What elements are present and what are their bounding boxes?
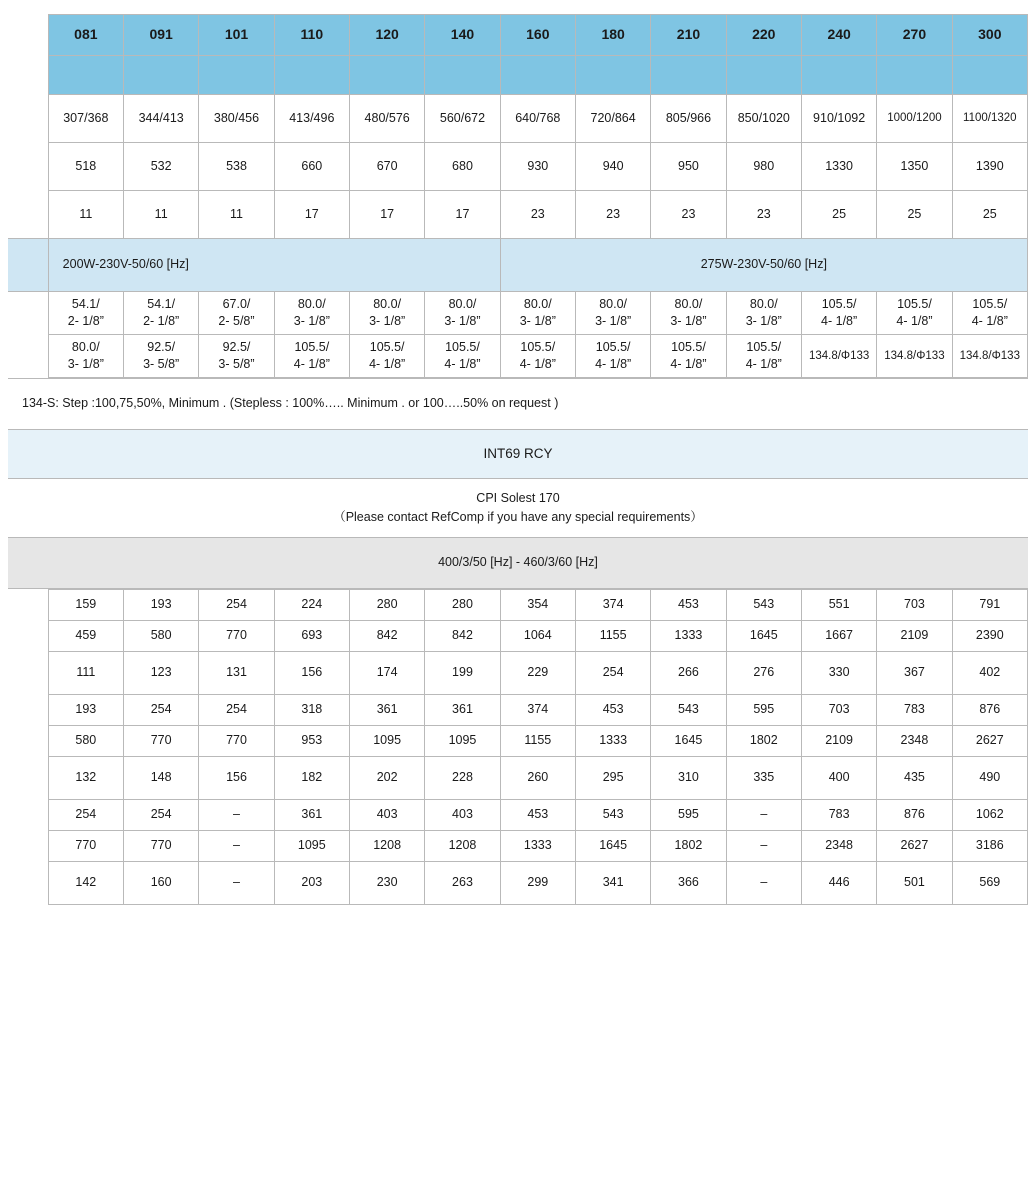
data-cell: 403 xyxy=(349,800,424,831)
data-cell: 224 xyxy=(274,590,349,621)
model-header-cell: 210 xyxy=(651,15,726,56)
blank-blue-cell xyxy=(199,56,274,95)
row-label-cell xyxy=(8,335,48,378)
data-cell: 160 xyxy=(124,862,199,905)
step-note: 134-S: Step :100,75,50%, Minimum . (Stepless : 100%….. Minimum . or 100…..50% on request ) xyxy=(8,379,1028,430)
data-cell: 1000/1200 xyxy=(877,95,952,143)
bottom-row-3 xyxy=(8,652,1028,695)
spec-table-top xyxy=(8,14,1028,378)
data-cell: 80.0/ 3- 1/8” xyxy=(48,335,123,378)
protection-module: INT69 RCY xyxy=(8,430,1028,479)
data-cell: 1333 xyxy=(651,621,726,652)
data-cell: 400 xyxy=(801,757,876,800)
data-cell: 374 xyxy=(500,695,575,726)
row-label-cell xyxy=(8,800,48,831)
data-cell: 202 xyxy=(349,757,424,800)
data-cell: 80.0/ 3- 1/8” xyxy=(726,292,801,335)
data-cell: 17 xyxy=(425,191,500,239)
data-cell: 111 xyxy=(48,652,123,695)
data-cell: 105.5/ 4- 1/8” xyxy=(575,335,650,378)
data-cell: 54.1/ 2- 1/8” xyxy=(48,292,123,335)
row-label-cell xyxy=(8,15,48,56)
model-header-cell: 270 xyxy=(877,15,952,56)
model-header-cell: 081 xyxy=(48,15,123,56)
data-cell: 403 xyxy=(425,800,500,831)
data-cell: 123 xyxy=(124,652,199,695)
model-header-cell: 300 xyxy=(952,15,1027,56)
data-cell: 156 xyxy=(274,652,349,695)
data-cell: 595 xyxy=(651,800,726,831)
blank-blue-cell xyxy=(877,56,952,95)
data-cell: 1330 xyxy=(801,143,876,191)
data-cell: 1062 xyxy=(952,800,1027,831)
model-header-cell: 160 xyxy=(500,15,575,56)
heater-band-row xyxy=(8,239,1028,292)
weight-row xyxy=(8,143,1028,191)
data-cell: 910/1092 xyxy=(801,95,876,143)
data-cell: 543 xyxy=(726,590,801,621)
data-cell: 230 xyxy=(349,862,424,905)
data-cell: 203 xyxy=(274,862,349,905)
data-cell: 435 xyxy=(877,757,952,800)
data-cell: 1095 xyxy=(349,726,424,757)
oil-note-row xyxy=(8,479,1028,538)
data-cell: 770 xyxy=(199,726,274,757)
data-cell: 1802 xyxy=(726,726,801,757)
data-cell: 280 xyxy=(425,590,500,621)
data-cell: 770 xyxy=(199,621,274,652)
data-cell: 876 xyxy=(952,695,1027,726)
data-cell: 770 xyxy=(124,726,199,757)
data-cell: 318 xyxy=(274,695,349,726)
data-cell: 229 xyxy=(500,652,575,695)
voltage-label: 400/3/50 [Hz] - 460/3/60 [Hz] xyxy=(8,538,1028,589)
row-label-cell xyxy=(8,590,48,621)
oil-note-line1: CPI Solest 170 xyxy=(476,491,560,506)
data-cell: 783 xyxy=(877,695,952,726)
row-label-cell xyxy=(8,292,48,335)
bottom-row-9 xyxy=(8,862,1028,905)
data-cell: 193 xyxy=(48,695,123,726)
data-cell: 480/576 xyxy=(349,95,424,143)
data-cell: 1645 xyxy=(651,726,726,757)
bottom-row-4 xyxy=(8,695,1028,726)
data-cell: 254 xyxy=(48,800,123,831)
blank-blue-cell xyxy=(500,56,575,95)
oil-row xyxy=(8,191,1028,239)
data-cell: 543 xyxy=(575,800,650,831)
data-cell: 413/496 xyxy=(274,95,349,143)
data-cell: 580 xyxy=(48,726,123,757)
data-cell: 1333 xyxy=(500,831,575,862)
data-cell: 142 xyxy=(48,862,123,905)
data-cell: 1064 xyxy=(500,621,575,652)
data-cell: 80.0/ 3- 1/8” xyxy=(651,292,726,335)
data-cell: 670 xyxy=(349,143,424,191)
discharge-connection-row xyxy=(8,335,1028,378)
bottom-row-8 xyxy=(8,831,1028,862)
bottom-row-6 xyxy=(8,757,1028,800)
data-cell: 67.0/ 2- 5/8” xyxy=(199,292,274,335)
data-cell: 1390 xyxy=(952,143,1027,191)
voltage-row xyxy=(8,538,1028,589)
data-cell: 680 xyxy=(425,143,500,191)
data-cell: 341 xyxy=(575,862,650,905)
data-cell: – xyxy=(199,831,274,862)
data-cell: 23 xyxy=(726,191,801,239)
data-cell: 105.5/ 4- 1/8” xyxy=(952,292,1027,335)
model-header-cell: 091 xyxy=(124,15,199,56)
data-cell: 80.0/ 3- 1/8” xyxy=(274,292,349,335)
data-cell: 105.5/ 4- 1/8” xyxy=(349,335,424,378)
data-cell: 459 xyxy=(48,621,123,652)
data-cell: 11 xyxy=(124,191,199,239)
data-cell: 940 xyxy=(575,143,650,191)
data-cell: 159 xyxy=(48,590,123,621)
data-cell: 17 xyxy=(274,191,349,239)
row-label-cell xyxy=(8,831,48,862)
data-cell: 402 xyxy=(952,652,1027,695)
data-cell: 199 xyxy=(425,652,500,695)
data-cell: 3186 xyxy=(952,831,1027,862)
data-cell: 770 xyxy=(48,831,123,862)
data-cell: 260 xyxy=(500,757,575,800)
data-cell: 1155 xyxy=(575,621,650,652)
data-cell: 105.5/ 4- 1/8” xyxy=(651,335,726,378)
oil-note xyxy=(8,479,1028,538)
row-label-cell xyxy=(8,757,48,800)
model-header-row xyxy=(8,15,1028,56)
model-header-cell: 110 xyxy=(274,15,349,56)
suction-connection-row xyxy=(8,292,1028,335)
data-cell: 2627 xyxy=(877,831,952,862)
data-cell: 25 xyxy=(952,191,1027,239)
data-cell: 660 xyxy=(274,143,349,191)
data-cell: 446 xyxy=(801,862,876,905)
data-cell: 266 xyxy=(651,652,726,695)
data-cell: 842 xyxy=(349,621,424,652)
data-cell: 105.5/ 4- 1/8” xyxy=(425,335,500,378)
data-cell: 92.5/ 3- 5/8” xyxy=(124,335,199,378)
data-cell: 1333 xyxy=(575,726,650,757)
data-cell: 595 xyxy=(726,695,801,726)
data-cell: 1095 xyxy=(274,831,349,862)
data-cell: 254 xyxy=(575,652,650,695)
row-label-cell xyxy=(8,191,48,239)
data-cell: 23 xyxy=(500,191,575,239)
data-cell: 344/413 xyxy=(124,95,199,143)
data-cell: 276 xyxy=(726,652,801,695)
data-cell: 640/768 xyxy=(500,95,575,143)
data-cell: 953 xyxy=(274,726,349,757)
data-cell: 850/1020 xyxy=(726,95,801,143)
data-cell: 105.5/ 4- 1/8” xyxy=(274,335,349,378)
bottom-row-7 xyxy=(8,800,1028,831)
row-label-cell xyxy=(8,652,48,695)
data-cell: 1667 xyxy=(801,621,876,652)
data-cell: – xyxy=(726,800,801,831)
blank-blue-cell xyxy=(651,56,726,95)
bottom-row-1 xyxy=(8,590,1028,621)
data-cell: 453 xyxy=(651,590,726,621)
data-cell: 1100/1320 xyxy=(952,95,1027,143)
data-cell: 805/966 xyxy=(651,95,726,143)
step-note-row xyxy=(8,379,1028,430)
data-cell: 80.0/ 3- 1/8” xyxy=(500,292,575,335)
data-cell: – xyxy=(199,862,274,905)
data-cell: 254 xyxy=(199,695,274,726)
data-cell: – xyxy=(199,800,274,831)
spec-table-bottom xyxy=(8,589,1028,905)
data-cell: 254 xyxy=(124,800,199,831)
data-cell: 280 xyxy=(349,590,424,621)
row-label-cell xyxy=(8,862,48,905)
row-label-cell xyxy=(8,695,48,726)
data-cell: – xyxy=(726,862,801,905)
data-cell: 254 xyxy=(199,590,274,621)
data-cell: 501 xyxy=(877,862,952,905)
model-header-cell: 180 xyxy=(575,15,650,56)
data-cell: 2390 xyxy=(952,621,1027,652)
blank-blue-cell xyxy=(349,56,424,95)
data-cell: 367 xyxy=(877,652,952,695)
oil-note-line2: （Please contact RefComp if you have any special requirements） xyxy=(333,510,703,524)
data-cell: 703 xyxy=(877,590,952,621)
data-cell: 17 xyxy=(349,191,424,239)
data-cell: 490 xyxy=(952,757,1027,800)
data-cell: 254 xyxy=(124,695,199,726)
data-cell: 54.1/ 2- 1/8” xyxy=(124,292,199,335)
data-cell: 131 xyxy=(199,652,274,695)
data-cell: 2109 xyxy=(801,726,876,757)
data-cell: 1095 xyxy=(425,726,500,757)
data-cell: 366 xyxy=(651,862,726,905)
data-cell: 80.0/ 3- 1/8” xyxy=(575,292,650,335)
data-cell: 310 xyxy=(651,757,726,800)
data-cell: 299 xyxy=(500,862,575,905)
bottom-row-2 xyxy=(8,621,1028,652)
data-cell: 876 xyxy=(877,800,952,831)
model-header-cell: 140 xyxy=(425,15,500,56)
data-cell: 335 xyxy=(726,757,801,800)
data-cell: 980 xyxy=(726,143,801,191)
data-cell: 354 xyxy=(500,590,575,621)
data-cell: 134.8/Φ133 xyxy=(801,335,876,378)
row-label-cell xyxy=(8,95,48,143)
data-cell: 263 xyxy=(425,862,500,905)
row-label-cell xyxy=(8,143,48,191)
data-cell: 1155 xyxy=(500,726,575,757)
data-cell: 80.0/ 3- 1/8” xyxy=(349,292,424,335)
data-cell: 374 xyxy=(575,590,650,621)
data-cell: 228 xyxy=(425,757,500,800)
data-cell: 453 xyxy=(500,800,575,831)
data-cell: 569 xyxy=(952,862,1027,905)
blank-blue-cell xyxy=(801,56,876,95)
blank-blue-cell xyxy=(124,56,199,95)
model-header-cell: 101 xyxy=(199,15,274,56)
data-cell: 380/456 xyxy=(199,95,274,143)
blank-blue-cell xyxy=(575,56,650,95)
data-cell: 703 xyxy=(801,695,876,726)
data-cell: 193 xyxy=(124,590,199,621)
data-cell: 720/864 xyxy=(575,95,650,143)
data-cell: 25 xyxy=(877,191,952,239)
data-cell: 174 xyxy=(349,652,424,695)
data-cell: 23 xyxy=(575,191,650,239)
row-label-cell xyxy=(8,726,48,757)
data-cell: 361 xyxy=(425,695,500,726)
data-cell: 2627 xyxy=(952,726,1027,757)
model-header-cell: 220 xyxy=(726,15,801,56)
data-cell: 842 xyxy=(425,621,500,652)
data-cell: 307/368 xyxy=(48,95,123,143)
data-cell: 105.5/ 4- 1/8” xyxy=(726,335,801,378)
heater-band-left: 200W-230V-50/60 [Hz] xyxy=(48,239,500,292)
data-cell: 950 xyxy=(651,143,726,191)
data-cell: 105.5/ 4- 1/8” xyxy=(500,335,575,378)
protection-module-row xyxy=(8,430,1028,479)
data-cell: 105.5/ 4- 1/8” xyxy=(877,292,952,335)
data-cell: 105.5/ 4- 1/8” xyxy=(801,292,876,335)
model-header-cell: 120 xyxy=(349,15,424,56)
data-cell: 1208 xyxy=(425,831,500,862)
data-cell: 92.5/ 3- 5/8” xyxy=(199,335,274,378)
blank-blue-cell xyxy=(48,56,123,95)
data-cell: 1208 xyxy=(349,831,424,862)
data-cell: 182 xyxy=(274,757,349,800)
heater-band-right: 275W-230V-50/60 [Hz] xyxy=(500,239,1027,292)
data-cell: – xyxy=(726,831,801,862)
data-cell: 134.8/Φ133 xyxy=(877,335,952,378)
spec-table-notes xyxy=(8,378,1028,589)
data-cell: 518 xyxy=(48,143,123,191)
data-cell: 2109 xyxy=(877,621,952,652)
data-cell: 2348 xyxy=(877,726,952,757)
data-cell: 1645 xyxy=(726,621,801,652)
data-cell: 1645 xyxy=(575,831,650,862)
data-cell: 134.8/Φ133 xyxy=(952,335,1027,378)
data-cell: 560/672 xyxy=(425,95,500,143)
data-cell: 132 xyxy=(48,757,123,800)
data-cell: 551 xyxy=(801,590,876,621)
data-cell: 11 xyxy=(48,191,123,239)
data-cell: 1802 xyxy=(651,831,726,862)
data-cell: 23 xyxy=(651,191,726,239)
data-cell: 156 xyxy=(199,757,274,800)
data-cell: 453 xyxy=(575,695,650,726)
data-cell: 538 xyxy=(199,143,274,191)
data-cell: 80.0/ 3- 1/8” xyxy=(425,292,500,335)
data-cell: 693 xyxy=(274,621,349,652)
data-cell: 361 xyxy=(349,695,424,726)
row-label-cell xyxy=(8,621,48,652)
capacity-row xyxy=(8,95,1028,143)
data-cell: 783 xyxy=(801,800,876,831)
bottom-row-5 xyxy=(8,726,1028,757)
data-cell: 543 xyxy=(651,695,726,726)
blank-blue-cell xyxy=(952,56,1027,95)
heater-band-stub xyxy=(8,239,48,292)
blank-blue-cell xyxy=(274,56,349,95)
data-cell: 330 xyxy=(801,652,876,695)
data-cell: 361 xyxy=(274,800,349,831)
data-cell: 1350 xyxy=(877,143,952,191)
model-header-cell: 240 xyxy=(801,15,876,56)
data-cell: 532 xyxy=(124,143,199,191)
data-cell: 148 xyxy=(124,757,199,800)
blank-blue-cell xyxy=(726,56,801,95)
blank-blue-cell xyxy=(425,56,500,95)
data-cell: 791 xyxy=(952,590,1027,621)
blank-blue-row xyxy=(8,56,1028,95)
data-cell: 580 xyxy=(124,621,199,652)
data-cell: 930 xyxy=(500,143,575,191)
data-cell: 2348 xyxy=(801,831,876,862)
row-label-cell xyxy=(8,56,48,95)
data-cell: 295 xyxy=(575,757,650,800)
data-cell: 11 xyxy=(199,191,274,239)
data-cell: 25 xyxy=(801,191,876,239)
data-cell: 770 xyxy=(124,831,199,862)
